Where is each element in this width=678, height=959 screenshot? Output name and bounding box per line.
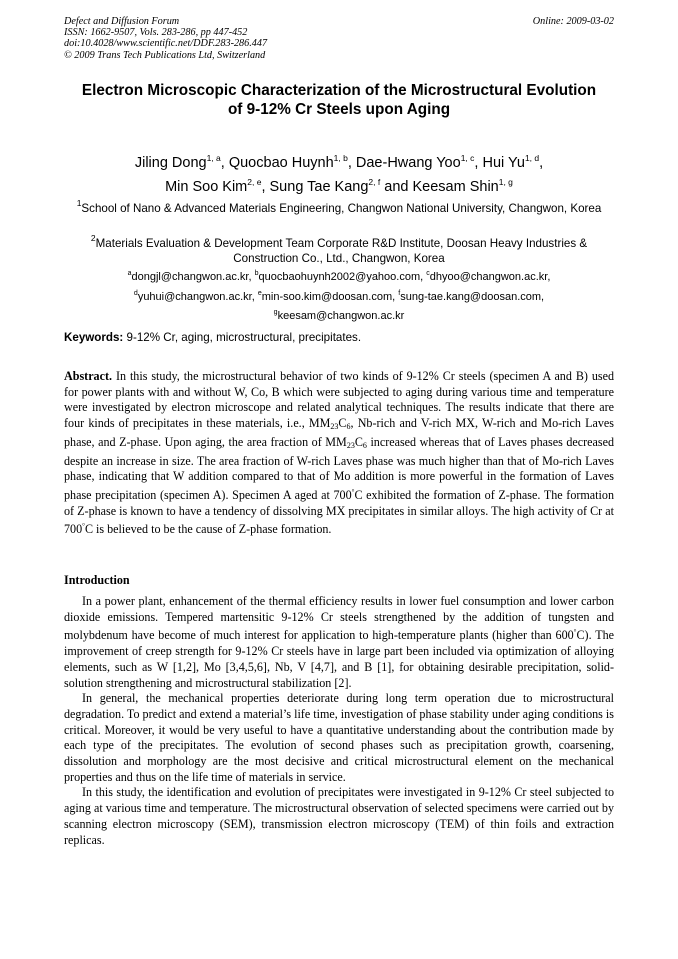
email-list [64,266,614,325]
abstract-text: In this study, the microstructural behavior of two kinds of 9-12% Cr steels (specimen A and B) used for power plants with and without W, Co, B which were subjected to aging during various time and temperature were investigated by electron microscope and related analytical techniques. The results indicate that there are four kinds of precipitates in these materials, i.e., M [64,369,614,431]
degree-mark: ° [82,522,85,531]
email-a[interactable]: dongjl@changwon.ac.kr [131,271,249,283]
author-name: Jiling Dong [134,155,207,171]
keywords-text: 9-12% Cr, aging, microstructural, precipitates. [126,331,362,344]
author-sup: 1, c [460,153,475,163]
title-line-2: of 9-12% Cr Steels upon Aging [227,101,451,118]
author-line-1: Jiling Dong$^{1, a}$, Quocbao Huynh$^{1, b}$, Dae-Hwang Yoo$^{1, c}$, Hui Yu$^{1, d}$, [134,153,544,171]
email-g[interactable]: keesam@changwon.ac.kr [277,310,405,322]
author-name: Quocbao Huynh [228,155,334,171]
journal-copyright: © 2009 Trans Tech Publications Ltd, Switzerland [64,49,266,61]
author-sup: 1, g [498,177,513,187]
formula-m23c6: $M_{23}C_6$ [336,434,367,450]
journal-doi: doi:10.4028/www.scientific.net/DDF.283-286.447 [64,38,268,50]
email-c[interactable]: dhyoo@changwon.ac.kr [429,271,548,283]
paper-title [55,81,623,119]
keywords-label: Keywords: [64,331,124,344]
author-sup: 1, b [333,153,348,163]
email-d[interactable]: yuhui@changwon.ac.kr [137,290,252,303]
author-sup: 2, e [247,177,262,187]
abstract-text: C is believed to be the cause of Z-phase formation. [84,522,332,537]
author-name: Keesam Shin [412,179,499,195]
online-date: Online: 2009-03-02 [532,16,614,27]
email-b[interactable]: quocbaohuynh2002@yahoo.com [258,271,421,283]
author-list [55,149,623,197]
affiliation-2 [64,231,614,266]
author-name: Sung Tae Kang [269,179,369,195]
affiliation-num: 1 [76,198,82,208]
abstract-text: , Nb-rich and V-rich MX, W-rich and Mo-rich Laves phase, and Z-phase. Upon aging, the area fraction of M [64,416,614,449]
formula-m23c6: $M_{23}C_6$ [319,416,351,432]
author-name: Hui Yu [482,155,525,171]
affiliation-num: 2 [90,233,96,243]
introduction-body [64,594,614,848]
email-line-1: $^a$dongjl@changwon.ac.kr, $^b$quocbaohuynh2002@yahoo.com, $^c$dhyoo@changwon.ac.kr, [127,270,551,283]
email-line-2: $^d$yuhui@changwon.ac.kr, $^e$min-soo.kim@doosan.com, $^f$sung-tae.kang@doosan.com, [133,289,545,303]
keywords [64,331,614,345]
title-line-1: Electron Microscopic Characterization of the Microstructural Evolution [81,82,597,99]
email-f[interactable]: sung-tae.kang@doosan.com [400,290,542,303]
author-sup: 1, a [206,153,221,163]
author-sup: 2, f [368,177,381,187]
abstract [64,369,614,538]
degree-mark: ° [351,487,355,496]
section-heading-introduction: Introduction [64,573,130,587]
affiliation-1 [64,196,614,217]
author-name: Min Soo Kim [165,179,248,195]
intro-paragraph-1: In a power plant, enhancement of the thermal efficiency results in lower fuel consumption and lower carbon dioxide emissions. Tempered martensitic 9-12% Cr steels strengthened by the addition of tungsten and molybdenum have become of much interest for application to high-temperature plants (higher than 600°C). The improvement of creep strength for 9-12% Cr steels have in large part been included via optimization of alloying elements, such as W [1,2], Mo [3,4,5,6], Nb, V [4,7], and B [1], for obtaining desirable precipitation, solid-solution strengthening and microstructural stabilization [2]. [64,594,614,690]
abstract-label: Abstract. [64,369,113,383]
intro-paragraph-2: In general, the mechanical properties deteriorate during long term operation due to microstructural degradation. To predict and extend a material’s life time, investigation of phase stability under aging conditions is critical. Moreover, it would be very useful to have a quantitative understanding about the contribution made by each type of the precipitates. The evolution of second phases such as precipitation growth, coarsening, dissolution and morphology are the most decisive and critical microstructural element on the mechanical properties and thus on the life time of materials in service. [64,691,614,784]
abstract-text: increased whereas that of Laves phases decreased despite an increase in size. The area fraction of W-rich Laves phase was much higher than that of Mo-rich Laves phase, indicating that W addition compared to that of Mo addition is more powerful in the formation of Laves phase precipitation (specimen A). Specimen A aged at 700 [64,434,615,502]
intro-paragraph-3: In this study, the identification and evolution of precipitates were investigated in 9-12% Cr steel subjected to aging at various time and temperature. The microstructural observation of selected specimens were carried out by scanning electron microscopy (SEM), transmission electron microscopy (TEM) of thin foils and extraction replicas. [64,785,614,847]
email-line-3: $^g$keesam@changwon.ac.kr [273,309,405,322]
journal-issn: ISSN: 1662-9507, Vols. 283-286, pp 447-452 [64,27,248,39]
email-e[interactable]: min-soo.kim@doosan.com [261,290,393,303]
affiliation-text: School of Nano & Advanced Materials Engineering, Changwon National University, Changwon, Korea [81,202,602,215]
journal-header [64,16,267,61]
author-line-2: Min Soo Kim$^{2, e}$, Sung Tae Kang$^{2, f}$ and Keesam Shin$^{1, g}$ [165,177,513,195]
abstract-text: C exhibited the formation of Z-phase. The formation of Z-phase is known to have a tendency of dissolving MX precipitates in similar alloys. The high activity of Cr at 700 [64,487,614,537]
author-name: Dae-Hwang Yoo [355,155,461,171]
author-sup: 1, d [524,153,540,163]
affiliation-text: Materials Evaluation & Development Team Corporate R&D Institute, Doosan Heavy Industries & Construction Co., Ltd., Changwon, Korea [95,237,588,265]
journal-name: Defect and Diffusion Forum [64,16,180,27]
degree-mark: ° [573,628,577,637]
